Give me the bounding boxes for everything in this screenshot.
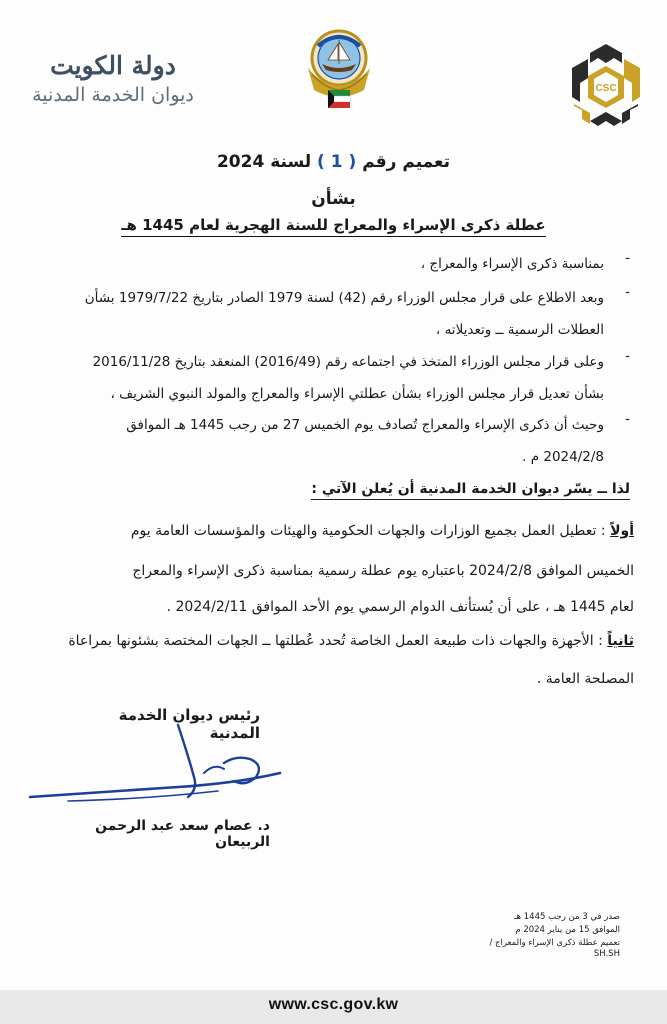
department-name: ديوان الخدمة المدنية	[32, 84, 194, 106]
handwritten-signature	[28, 715, 288, 825]
section-line: المصلحة العامة .	[536, 671, 634, 687]
bullet-dash: -	[625, 284, 630, 300]
section-second	[30, 625, 634, 695]
section-line: لعام 1445 هـ ، على أن يُستأنف الدوام الرسمي يوم الأحد الموافق 2024/2/11 .	[166, 599, 634, 615]
circular-number-line: تعميم رقم ( 1 ) لسنة 2024	[216, 152, 451, 172]
footer-bar	[0, 990, 667, 1024]
subject-text: عطلة ذكرى الإسراء والمعراج للسنة الهجرية لعام 1445 هـ	[121, 216, 545, 237]
csc-logo-text: CSC	[595, 83, 617, 94]
section-line: : تعطيل العمل بجميع الوزارات والجهات الحكومية والهيئات والمؤسسات العامة يوم	[130, 523, 606, 539]
subject-line	[0, 216, 667, 234]
circular-label: تعميم رقم	[362, 152, 451, 172]
preamble-line: 2024/2/8 م .	[522, 449, 604, 465]
circular-number: 1	[330, 152, 343, 172]
preamble-line: وحيث أن ذكرى الإسراء والمعراج تُصادف يوم الخميس 27 من رجب 1445 هـ الموافق	[126, 417, 604, 433]
website-url: www.csc.gov.kw	[268, 996, 399, 1013]
preamble-line: وعلى قرار مجلس الوزراء المتخذ في اجتماعه رقم (2016/49) المنعقد بتاريخ 2016/11/28	[92, 354, 604, 370]
reference-gregorian: الموافق 15 من يناير 2024 م	[515, 925, 620, 935]
signer-name: د. عصام سعد عبد الرحمن الربيعان	[95, 818, 270, 850]
section-line: الخميس الموافق 2024/2/8 باعتباره يوم عطلة رسمية بمناسبة ذكرى الإسراء والمعراج	[132, 563, 634, 579]
preamble-line: وبعد الاطلاع على قرار مجلس الوزراء رقم (42) لسنة 1979 الصادر بتاريخ 1979/7/22 بشأن	[84, 290, 604, 306]
circular-year: لسنة 2024	[216, 152, 312, 172]
bullet-dash: -	[625, 411, 630, 427]
reference-issued: صدر في 3 من رجب 1445 هـ	[514, 912, 620, 922]
reference-file: تعميم عطلة ذكرى الإسراء والمعراج / SH.SH	[489, 938, 620, 959]
bullet-dash: -	[625, 348, 630, 364]
decision-intro	[300, 481, 630, 497]
csc-logo-icon	[560, 40, 652, 130]
section-line: : الأجهزة والجهات ذات طبيعة العمل الخاصة تُحدد عُطلتها ــ الجهات المختصة بشئونها بمراعاة	[68, 633, 603, 649]
kuwait-emblem-icon	[300, 24, 378, 124]
preamble-line: العطلات الرسمية ــ وتعديلاته ،	[435, 322, 604, 338]
preamble-line: بمناسبة ذكرى الإسراء والمعراج ،	[420, 256, 604, 272]
section-label: أولاً	[610, 523, 634, 539]
country-name: دولة الكويت	[50, 51, 176, 80]
preamble-line: بشأن تعديل قرار مجلس الوزراء بشأن عطلتي الإسراء والمعراج والمولد النبوي الشريف ،	[110, 386, 604, 402]
regarding-label: بشأن	[311, 189, 356, 209]
decision-intro-text: لذا ــ يسّر ديوان الخدمة المدنية أن يُعلن الآتي :	[311, 481, 630, 500]
section-first	[30, 515, 634, 623]
brand-block	[18, 50, 208, 108]
bullet-dash: -	[625, 250, 630, 266]
signer-title: رئيس ديوان الخدمة المدنية	[118, 706, 260, 742]
section-label: ثانياً	[607, 633, 634, 649]
